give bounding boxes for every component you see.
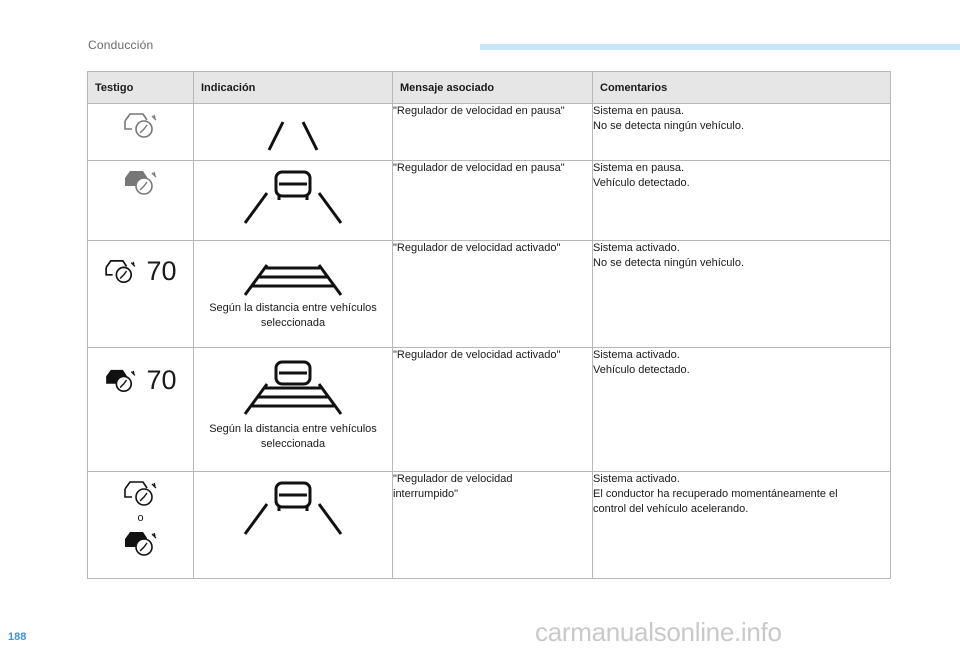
testigo-cell [88,104,194,161]
cruise-control-filled-icon [123,169,159,197]
table-row [88,241,891,348]
lane-with-vehicle-icon [243,480,343,536]
cruise-control-outline-icon [104,259,138,285]
lane-with-vehicle-icon [243,169,343,225]
table-row [88,161,891,241]
comments-cell [593,348,891,472]
column-header-indicacion: Indicación [194,72,393,104]
comment-line: Vehículo detectado. [593,177,690,189]
message-cell: "Regulador de velocidad en pausa" [393,161,593,241]
message-cell: "Regulador de velocidad activado" [393,348,593,472]
message-cell [393,472,593,579]
indication-cell [194,241,393,348]
distance-note: Según la distancia entre vehículos seleccionada [209,423,377,450]
column-header-mensaje: Mensaje asociado [393,72,593,104]
testigo-cell [88,161,194,241]
indication-cell [194,472,393,579]
speed-value: 70 [146,256,177,286]
comments-cell [593,241,891,348]
column-header-testigo: Testigo [88,72,194,104]
section-accent-bar [480,44,960,50]
column-header-comentarios: Comentarios [593,72,891,104]
lane-lines-icon [243,118,343,152]
comments-cell [593,104,891,161]
indication-cell [194,348,393,472]
comment-line: Sistema activado. [593,473,680,485]
testigo-cell [88,472,194,579]
watermark: carmanualsonline.info [535,617,782,647]
comment-line: No se detecta ningún vehículo. [593,120,745,132]
cruise-control-outline-icon [123,480,159,508]
table-row [88,104,891,161]
message-line: interrumpido" [393,488,459,500]
comment-line: Sistema en pausa. [593,105,685,117]
speed-value: 70 [146,365,177,395]
or-label: o [137,512,144,524]
cruise-control-table [87,71,891,579]
distance-note: Según la distancia entre vehículos seleccionada [209,302,377,329]
comment-line: No se detecta ningún vehículo. [593,257,745,269]
comment-line: Sistema activado. [593,242,680,254]
lane-with-vehicle-and-distance-bars-icon [243,360,343,416]
comment-line: Sistema activado. [593,349,680,361]
message-line: "Regulador de velocidad [393,473,513,485]
indication-cell [194,161,393,241]
message-cell: "Regulador de velocidad activado" [393,241,593,348]
table-header-row [88,72,891,104]
page-number: 188 [8,631,27,643]
comments-cell [593,161,891,241]
comment-line: El conductor ha recuperado momentáneamente el [593,488,838,500]
table-row [88,348,891,472]
cruise-control-filled-icon [104,368,138,394]
testigo-cell [88,348,194,472]
lane-with-distance-bars-icon [243,263,343,297]
comment-line: Sistema en pausa. [593,162,685,174]
message-cell: "Regulador de velocidad en pausa" [393,104,593,161]
section-title: Conducción [88,38,154,52]
comments-cell [593,472,891,579]
testigo-cell [88,241,194,348]
cruise-control-filled-icon [123,530,159,558]
indication-cell [194,104,393,161]
cruise-control-outline-icon [123,112,159,140]
comment-line: control del vehículo acelerando. [593,503,749,515]
table-row [88,472,891,579]
comment-line: Vehículo detectado. [593,364,690,376]
